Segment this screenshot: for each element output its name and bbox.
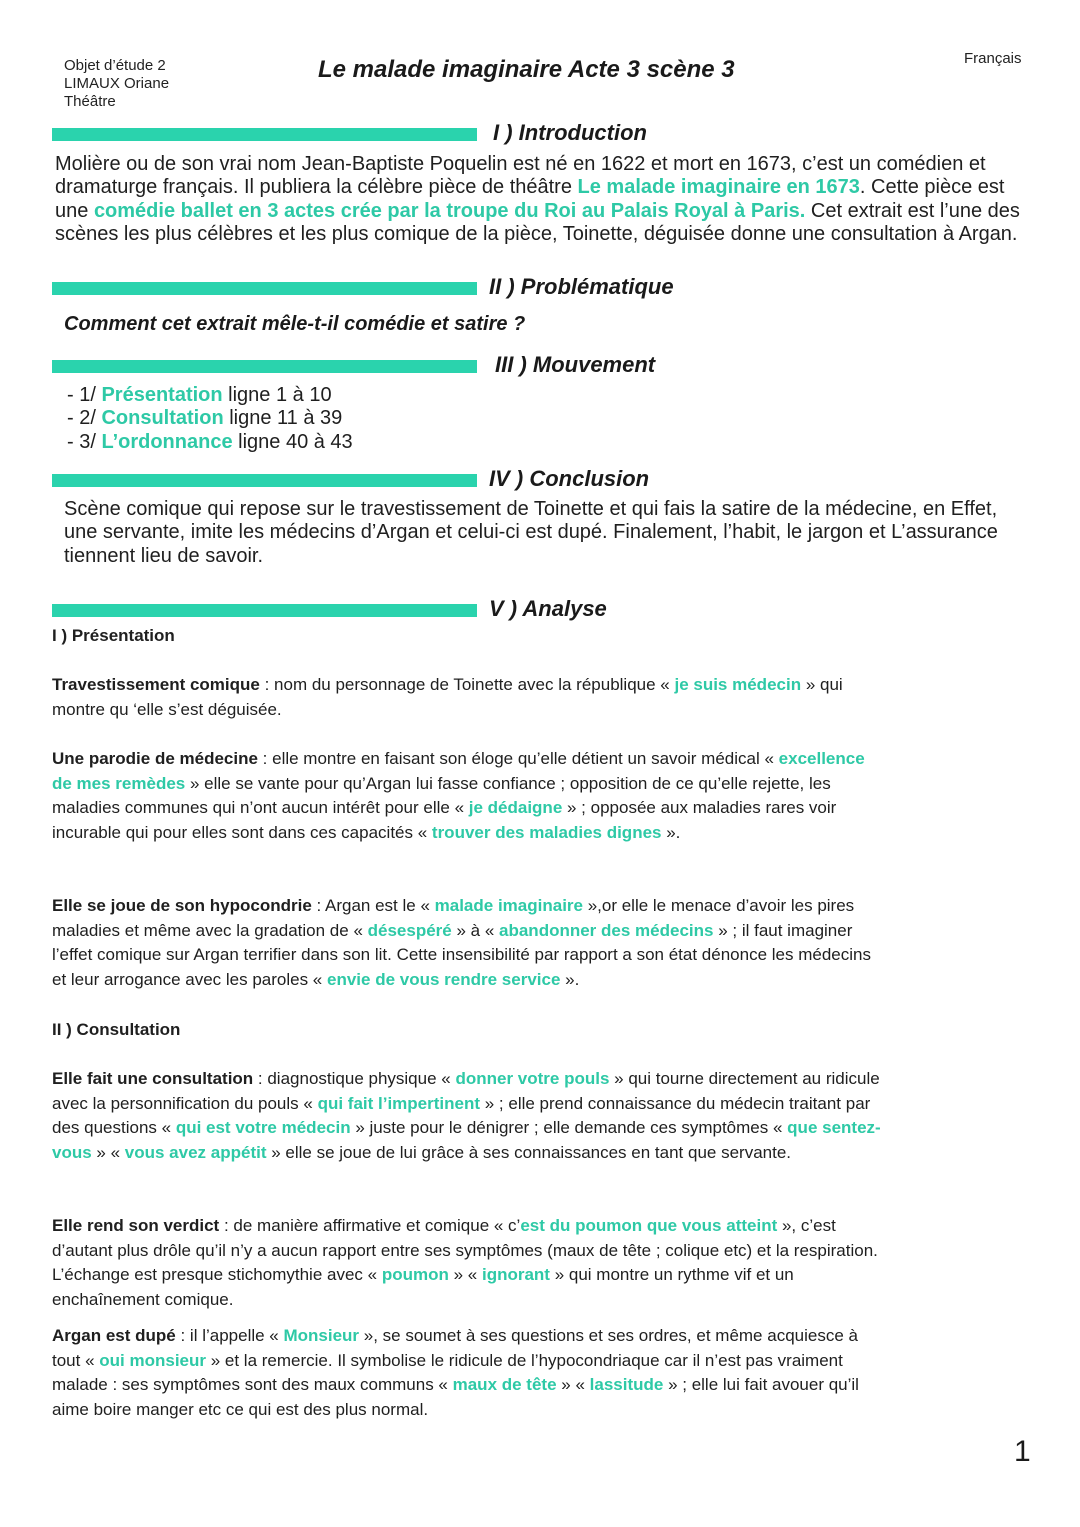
mouvement-list	[67, 384, 353, 454]
page-title: Le malade imaginaire Acte 3 scène 3	[318, 56, 735, 83]
heading-mouvement: III ) Mouvement	[495, 352, 656, 377]
subheading-consultation: II ) Consultation	[52, 1020, 181, 1039]
introduction-paragraph: Molière ou de son vrai nom Jean-Baptiste Poquelin est né en 1622 et mort en 1673, c’est un comédien et dramaturge français. Il publiera la célèbre pièce de théâtre Le malade imaginaire en 1673. Cette pièce est une comédie ballet en 3 actes crée par la troupe du Roi au Palais Royal à Paris. Cet extrait est l’une des scènes les plus célèbres et les plus comique de la pièce, Toinette, déguisée donne une consultation à Argan.	[55, 153, 1020, 246]
heading-problematique: II ) Problématique	[489, 274, 674, 299]
section-divider-problematique	[52, 282, 477, 295]
page-number: 1	[1014, 1435, 1031, 1468]
subject-label: Français	[964, 50, 1022, 67]
analysis-paragraph-hypocondrie: Elle se joue de son hypocondrie : Argan est le « malade imaginaire »,or elle le menace d’avoir les pires maladies et même avec la gradation de « désespéré » à « abandonner des médecins » ; il faut imaginer l’effet comique sur Argan terrifier dans son lit. Cette insensibilité par rapport a son état dénonce les médecins et leur arrogance avec les paroles « envie de vous rendre service ».	[52, 896, 871, 989]
analysis-paragraph-verdict: Elle rend son verdict : de manière affirmative et comique « c’est du poumon que vous atteint », c’est d’autant plus drôle qu’il n’y a aucun rapport entre ses symptômes (maux de tête ; colique etc) et la respiration. L’échange est presque stichomythie avec « poumon » « ignorant » qui montre un rythme vif et un enchaînement comique.	[52, 1216, 878, 1309]
problematique-question: Comment cet extrait mêle-t-il comédie et satire ?	[64, 313, 526, 335]
document-meta	[64, 57, 169, 111]
subheading-presentation: I ) Présentation	[52, 626, 175, 645]
list-item: - 3/ L’ordonnance ligne 40 à 43	[67, 430, 353, 453]
heading-analyse: V ) Analyse	[489, 596, 607, 621]
section-divider-introduction	[52, 128, 477, 141]
section-divider-conclusion	[52, 474, 477, 487]
analysis-paragraph-parodie: Une parodie de médecine : elle montre en faisant son éloge qu’elle détient un savoir médical « excellence de mes remèdes » elle se vante pour qu’Argan lui fasse confiance ; opposition de ce qu’elle rejette, les maladies communes qui n’ont aucun intérêt pour elle « je dédaigne » ; opposée aux maladies rares voir incurable qui pour elles sont dans ces capacités « trouver des maladies dignes ».	[52, 749, 865, 842]
section-divider-analyse	[52, 604, 477, 617]
section-divider-mouvement	[52, 360, 477, 373]
heading-conclusion: IV ) Conclusion	[489, 466, 650, 491]
list-item: - 2/ Consultation ligne 11 à 39	[67, 407, 343, 430]
list-item: - 1/ Présentation ligne 1 à 10	[67, 384, 332, 406]
meta-subject-study: Objet d’étude 2	[64, 57, 166, 74]
analysis-paragraph-consultation: Elle fait une consultation : diagnostique physique « donner votre pouls » qui tourne directement au ridicule avec la personnification du pouls « qui fait l’impertinent » ; elle prend connaissance du médecin traitant par des questions « qui est votre médecin » juste pour le dénigrer ; elle demande ces symptômes « que sentez-vous » « vous avez appétit » elle se joue de lui grâce à ses connaissances en tant que servante.	[52, 1069, 881, 1162]
meta-author: LIMAUX Oriane	[64, 75, 170, 92]
analysis-paragraph-travestissement: Travestissement comique : nom du personnage de Toinette avec la république « je suis médecin » qui montre qu ‘elle s’est déguisée.	[52, 675, 843, 719]
meta-genre: Théâtre	[64, 93, 116, 110]
heading-introduction: I ) Introduction	[493, 120, 647, 145]
analysis-paragraph-dupe: Argan est dupé : il l’appelle « Monsieur », se soumet à ses questions et ses ordres, et même acquiesce à tout « oui monsieur » et la remercie. Il symbolise le ridicule de l’hypocondriaque car il n’est pas vraiment malade : ses symptômes sont des maux communs « maux de tête » « lassitude » ; elle lui fait avouer qu’il aime boire manger etc ce qui est des plus normal.	[52, 1326, 859, 1419]
conclusion-paragraph: Scène comique qui repose sur le travestissement de Toinette et qui fais la satire de la médecine, en Effet, une servante, imite les médecins d’Argan et celui-ci est dupé. Finalement, l’habit, le jargon et L’assurance tiennent lieu de savoir.	[64, 498, 998, 567]
